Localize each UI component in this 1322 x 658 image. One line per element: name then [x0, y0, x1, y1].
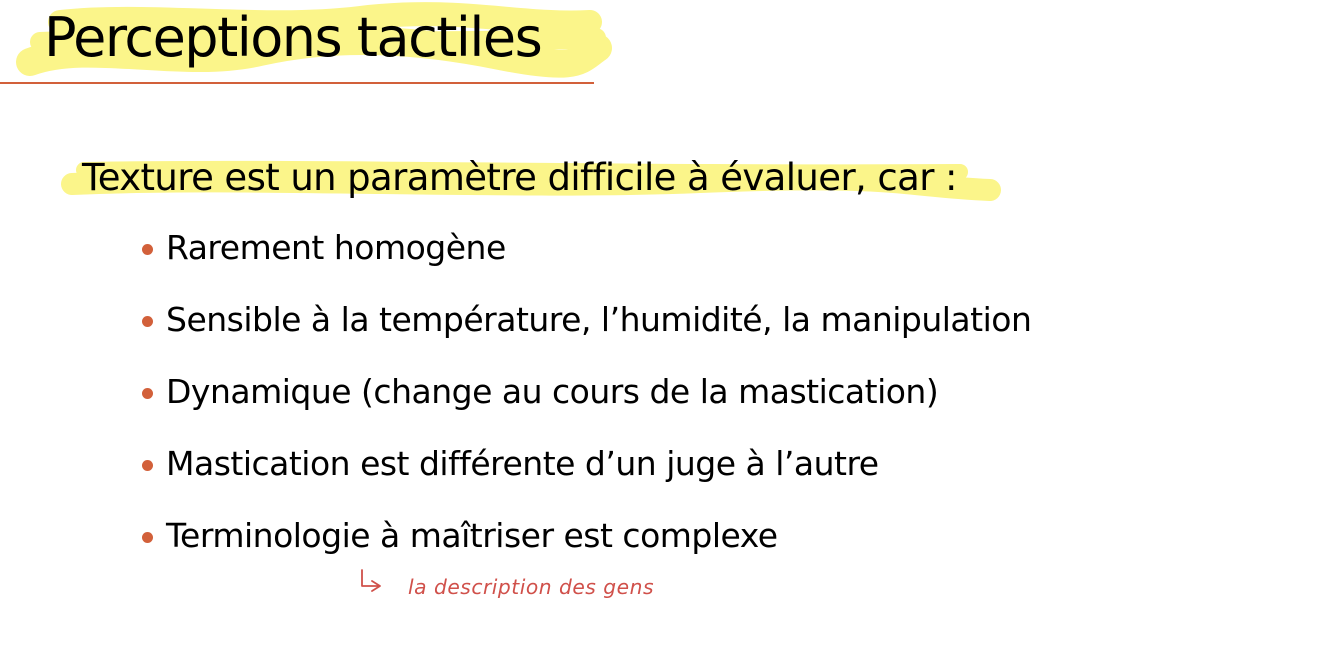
lead-text: Texture est un paramètre difficile à évaluer, car :	[82, 156, 957, 199]
bullet-dot-icon	[142, 316, 153, 327]
handwritten-note	[356, 566, 676, 616]
list-item	[140, 296, 1031, 368]
bullet-list	[140, 224, 1031, 584]
bullet-dot-icon	[142, 460, 153, 471]
bullet-dot-icon	[142, 244, 153, 255]
bullet-dot-icon	[142, 532, 153, 543]
slide-title: Perceptions tactiles	[44, 6, 542, 69]
list-item	[140, 368, 1031, 440]
bullet-text: Sensible à la température, l’humidité, la manipulation	[166, 300, 1032, 339]
handwritten-note-text: la description des gens	[408, 575, 654, 599]
list-item	[140, 440, 1031, 512]
bullet-text: Rarement homogène	[166, 228, 506, 267]
bullet-text: Dynamique (change au cours de la mastication)	[166, 372, 939, 411]
hook-arrow-icon	[362, 570, 380, 591]
bullet-text: Mastication est différente d’un juge à l’autre	[166, 444, 879, 483]
list-item	[140, 224, 1031, 296]
title-underline	[0, 82, 594, 84]
bullet-text: Terminologie à maîtriser est complexe	[166, 516, 778, 555]
bullet-dot-icon	[142, 388, 153, 399]
